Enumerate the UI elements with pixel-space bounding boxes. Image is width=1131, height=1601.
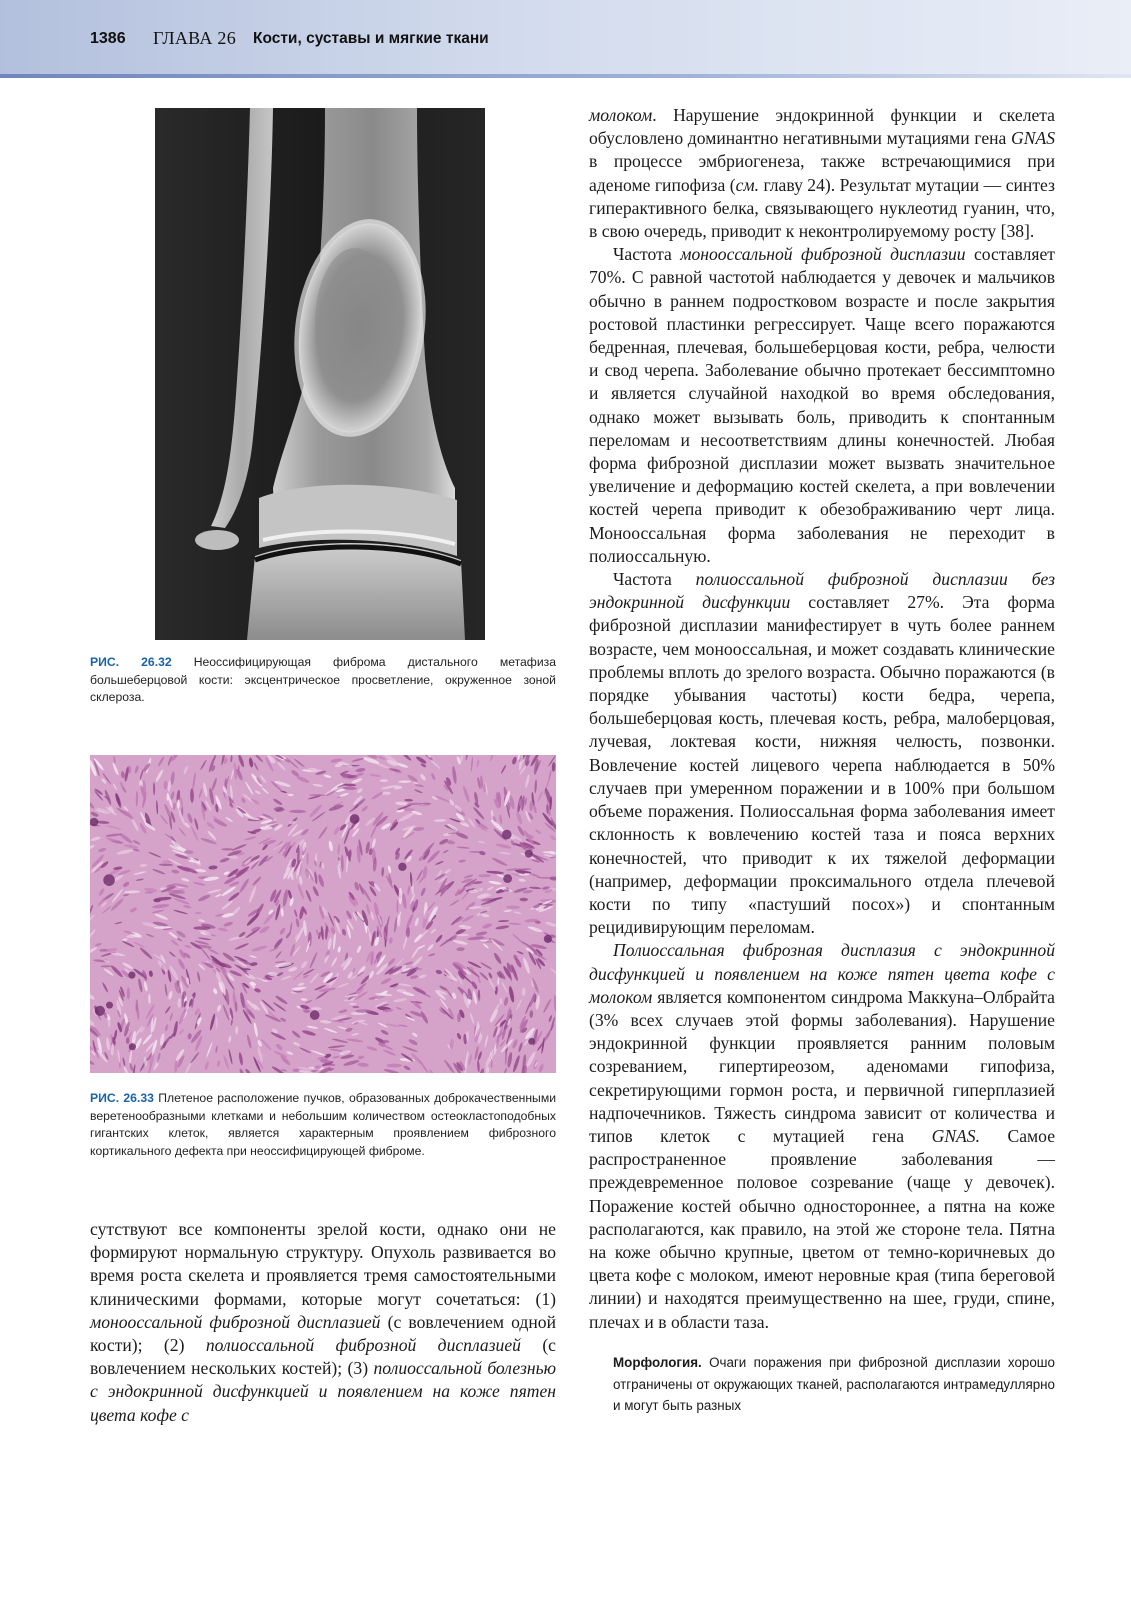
right-column-text <box>589 104 1055 1334</box>
morphology-section <box>613 1352 1055 1417</box>
italic-term: полиоссальной болезнью с эндокринной дисфункцией и появлением на коже пятен цвета кофе с <box>90 1358 556 1425</box>
left-column-text <box>90 1218 556 1427</box>
figure-caption-text: Плетеное расположение пучков, образованных доброкачественными веретенообразными клетками и небольшим количеством остеокластоподобных гигантских клеток, является характерным проявлением фиброзного кортикального дефекта при неоссифицирующей фиброме. <box>90 1091 557 1158</box>
text-run: составляет 70%. С равной частотой наблюдается у девочек и мальчиков обычно в раннем подростковом возрасте и после закрытия ростовой пластинки регрессирует. Чаще всего поражаются бедренная, плечевая, большеберцовая кости, ребра, челюсти и свод черепа. Заболевание обычно протекает бессимптомно и является случайной находкой во время обследования, однако может вызывать боль, приводить к спонтанным переломам и несоответствиям длины конечностей. Любая форма фиброзной дисплазии может вызвать значительное увеличение и деформацию костей скелета, а при вовлечении костей черепа приводит к обезображиванию черт лица. Монооссальная форма заболевания не переходит в полиоссальную. <box>589 244 1055 566</box>
giant-cell <box>90 818 98 827</box>
section-heading: Морфология. <box>613 1355 702 1370</box>
paragraph <box>589 243 1055 568</box>
figure-caption-text: Неоссифицирующая фиброма дистального метафиза большеберцовой кости: эксцентрическое просветление, окруженное зоной склероза. <box>90 655 556 704</box>
giant-cell <box>95 1006 105 1016</box>
giant-cell <box>103 874 115 886</box>
page-number: 1386 <box>90 30 126 47</box>
text-run: Самое распространенное проявление заболевания — преждевременное половое созревание (чаще у девочек). Поражение костей обычно одностороннее, а пятна на коже располагаются, как правило, на этой же стороне тела. Пятна на коже обычно крупные, цветом от темно-коричневых до цвета кофе с молоком, имеют неровные края (типа береговой линии) и находятся преимущественно на шее, груди, спине, плечах и в области таза. <box>589 1125 1056 1332</box>
italic-term: полиоссальной фиброзной дисплазии без эндокринной дисфункции <box>589 569 1055 613</box>
giant-cell <box>398 863 406 871</box>
italic-term: монооссальной фиброзной дисплазией <box>90 1311 381 1332</box>
gene-name: GNAS <box>1011 128 1055 149</box>
figure-caption-26-32 <box>90 654 556 707</box>
text-run: (с вовлечением одной кости); (2) <box>90 1311 557 1356</box>
figure-label: РИС. 26.33 <box>90 1091 154 1105</box>
paragraph <box>90 1218 556 1427</box>
text-run: Частота <box>613 569 696 590</box>
giant-cell <box>503 874 512 883</box>
giant-cell <box>528 1038 535 1045</box>
giant-cell <box>502 830 512 840</box>
paragraph <box>589 104 1055 243</box>
chapter-title: Кости, суставы и мягкие ткани <box>253 30 489 47</box>
italic-term: монооссальной фиброзной дисплазии <box>680 244 966 265</box>
xray-figure <box>155 108 485 640</box>
spindle-cell <box>193 926 210 930</box>
giant-cell <box>544 935 552 943</box>
text-run: является компонентом синдрома Маккуна–Олбрайта (3% всех случаев этой формы заболевания). Нарушение эндокринной функции проявляется ранним половым созреванием, гипертиреозом, аденомами гипофиза, секретирующими гормон роста, и первичной гиперплазией надпочечников. Тяжесть синдрома зависит от количества и типов клеток с мутацией гена <box>589 986 1055 1146</box>
giant-cell <box>106 1002 113 1009</box>
text-run: главу 24). Результат мутации — синтез гиперактивного белка, связывающего нуклеотид гуанин, что, в свою очередь, приводит к неконтролируемому росту [38]. <box>589 174 1055 242</box>
spindle-cell <box>457 1013 461 1022</box>
text-run: . Нарушение эндокринной функции и скелета обусловлено доминантно негативными мутациями гена <box>589 105 1055 149</box>
gene-name: GNAS. <box>931 1125 980 1146</box>
histology-image <box>90 755 556 1073</box>
giant-cell <box>310 1010 320 1020</box>
italic-term: Полиоссальная фиброзная дисплазия с эндокринной дисфункцией и появлением на коже пятен цвета кофе с молоком <box>589 940 1055 1007</box>
paragraph <box>589 568 1055 939</box>
chapter-label: ГЛАВА 26 <box>153 28 237 48</box>
figure-label: РИС. 26.32 <box>90 655 172 669</box>
header-rule <box>0 74 1131 78</box>
text-run: составляет 27%. Эта форма фиброзной дисплазии манифестирует в чуть более раннем возрасте, чем монооссальная, и может создавать клинические проблемы вплоть до зрелого возраста. Обычно поражаются (в порядке убывания частоты) кости бедра, черепа, большеберцовая кость, плечевая кость, ребра, малоберцовая, лучевая, локтевая кости, нижняя челюсть, позвонки. Вовлечение костей лицевого черепа наблюдается в 50% случаев при умеренном поражении и в 100% при большом объеме поражения. Полиоссальная форма заболевания имеет склонность к вовлечению костей таза и пояса верхних конечностей, что приводит к их тяжелой деформации (например, деформации проксимального отдела плечевой кости по типу «пастуший посох») и спонтанным рецидивирующим переломам. <box>589 592 1055 938</box>
giant-cell <box>525 850 533 858</box>
paragraph <box>589 939 1055 1333</box>
giant-cell <box>128 972 135 979</box>
section-text: Очаги поражения при фиброзной дисплазии хорошо отграничены от окружающих тканей, располагаются интрамедуллярно и могут быть разных <box>613 1355 1055 1413</box>
text-run: Частота <box>613 244 681 265</box>
text-run: сутствуют все компоненты зрелой кости, однако они не формируют нормальную структуру. Опухоль развивается во время роста скелета и проявляется тремя самостоятельными клиническими формами, которые могут сочетаться: (1) <box>90 1219 556 1309</box>
giant-cell <box>129 1043 136 1050</box>
xray-image <box>155 108 485 640</box>
italic-term: молоком <box>589 105 653 125</box>
histology-figure <box>90 755 556 1073</box>
figure-caption-26-33 <box>90 1090 556 1160</box>
italic-term: см. <box>735 174 759 195</box>
text-run: в процессе эмбриогенеза, также встречающимися при аденоме гипофиза ( <box>589 151 1055 195</box>
giant-cell <box>350 814 360 824</box>
italic-term: полиоссальной фиброзной дисплазией <box>205 1335 521 1356</box>
text-run: (с вовлечением нескольких костей); (3) <box>90 1335 556 1379</box>
